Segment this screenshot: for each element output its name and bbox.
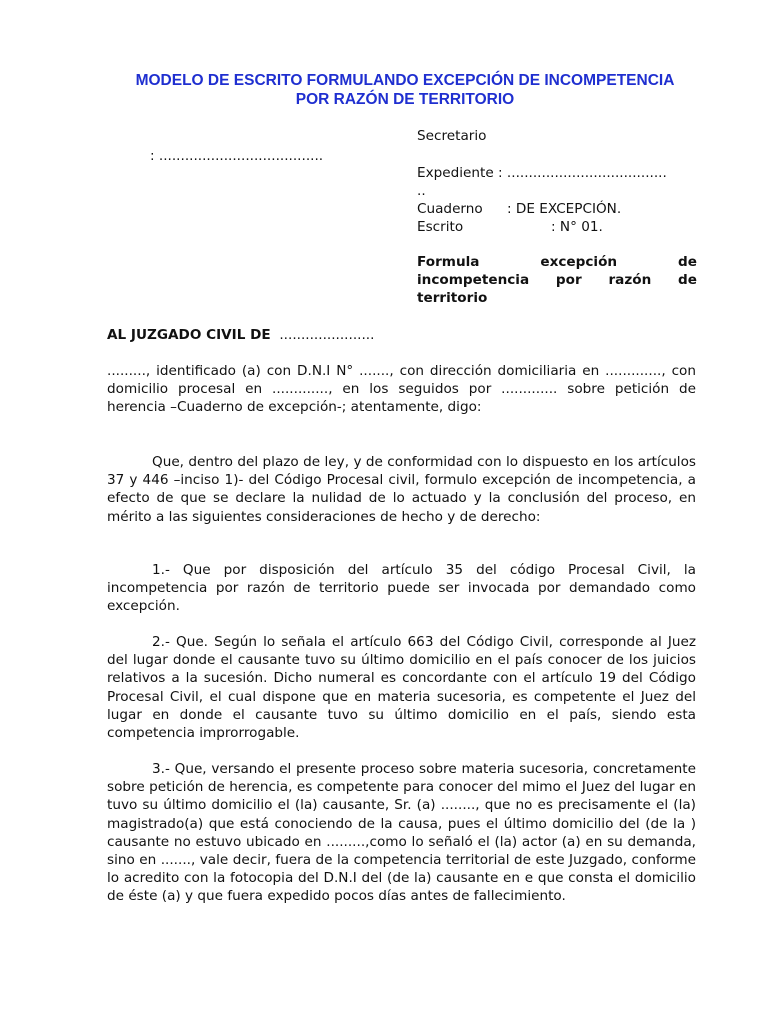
escrito-value: : N° 01.	[551, 219, 603, 235]
secretario-label: Secretario	[417, 128, 487, 144]
addressee-line	[107, 326, 374, 344]
cuaderno-label: Cuaderno	[417, 201, 483, 217]
title-line-2: POR RAZÓN DE TERRITORIO	[295, 91, 515, 108]
escrito-label: Escrito	[417, 219, 464, 235]
expediente-continuation: ..	[417, 183, 426, 199]
cuaderno-value: : DE EXCEPCIÓN.	[507, 201, 622, 217]
addressee-label: AL JUZGADO CIVIL DE	[107, 327, 271, 343]
intro-paragraph: ........., identificado (a) con D.N.I N° ......., con dirección domiciliaria en ............., con domicilio procesal en ............., en los seguidos por ............. sobre petición de herencia –Cuaderno de excepción-; atentamente, digo:	[107, 363, 696, 416]
addressee-blank: ......................	[279, 327, 375, 343]
expediente-label: Expediente :	[417, 165, 503, 181]
paragraph-3: 2.- Que. Según lo señala el artículo 663 del Código Civil, corresponde al Juez del lugar donde el causante tuvo su último domicilio en el país conocer de los juicios relativos a la sucesión. Dicho numeral es concordante con el artículo 19 del Código Procesal Civil, el cual dispone que en materia sucesoria, es competente el Juez del lugar en donde el causante tuvo su último domicilio en el país, siendo esta competencia improrrogable.	[107, 634, 696, 742]
paragraph-2: 1.- Que por disposición del artículo 35 del código Procesal Civil, la incompetencia por razón de territorio puede ser invocada por demandado como excepción.	[107, 562, 696, 615]
title-line-1: MODELO DE ESCRITO FORMULANDO EXCEPCIÓN DE INCOMPETENCIA	[135, 72, 675, 89]
document-title	[100, 71, 710, 109]
paragraph-1: Que, dentro del plazo de ley, y de conformidad con lo dispuesto en los artículos 37 y 446 –inciso 1)- del Código Procesal civil, formulo excepción de incompetencia, a efecto de que se declare la nulidad de lo actuado y la conclusión del proceso, en mérito a las siguientes consideraciones de hecho y de derecho:	[107, 454, 696, 525]
recipient-blank: : ......................................	[150, 148, 324, 164]
expediente-value: .....................................	[502, 165, 667, 181]
expediente-field	[417, 164, 697, 200]
sumilla: Formula excepción de incompetencia por razón de territorio	[417, 254, 697, 306]
paragraph-4: 3.- Que, versando el presente proceso sobre materia sucesoria, concretamente sobre petición de herencia, es competente para conocer del mimo el Juez del lugar en tuvo su último domicilio el (la) causante, Sr. (a) ........, que no es precisamente el (la) magistrado(a) que está conociendo de la causa, pues el último domicilio del (de la ) causante no estuvo ubicado en .........,como lo señaló el (la) actor (a) en su demanda, sino en ......., vale decir, fuera de la competencia territorial de este Juzgado, conforme lo acredito con la fotocopia del D.N.I del (de la) causante en e que consta el domicilio de éste (a) y que fuera expedido pocos días antes de fallecimiento.	[107, 761, 696, 905]
escrito-field	[417, 218, 697, 236]
cuaderno-field	[417, 200, 697, 218]
